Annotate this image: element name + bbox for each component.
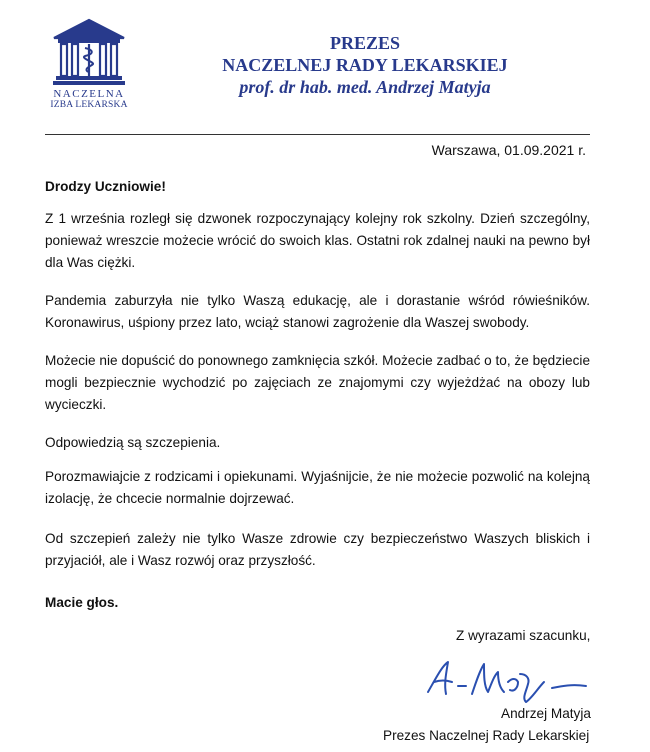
- letter-header: [190, 32, 540, 98]
- signatory-title: Prezes Naczelnej Rady Lekarskiej: [383, 728, 590, 743]
- header-subtitle: NACZELNEJ RADY LEKARSKIEJ: [222, 55, 508, 75]
- handwritten-signature-icon: [422, 652, 592, 704]
- chamber-logo: [50, 14, 128, 114]
- paragraph: Odpowiedzią są szczepienia.: [45, 435, 221, 450]
- header-title: PREZES: [329, 33, 401, 53]
- temple-emblem-icon: [50, 14, 128, 88]
- paragraph: Od szczepień zależy nie tylko Wasze zdrowie czy bezpieczeństwo Waszych bliskich i przyjaciół, ale i Wasz rozwój oraz przyszłość.: [45, 531, 590, 568]
- paragraph: Możecie nie dopuścić do ponownego zamknięcia szkół. Możecie zadbać o to, że będziecie mogli bezpiecznie wychodzić po zajęciach ze znajomymi czy wyjeżdżać na obozy lub wycieczki.: [45, 353, 590, 412]
- logo-text-line2: IZBA LEKARSKA: [50, 100, 128, 110]
- letter-date: Warszawa, 01.09.2021 r.: [431, 142, 586, 158]
- paragraph: Pandemia zaburzyła nie tylko Waszą edukację, ale i dorastanie wśród rówieśników. Koronawirus, uśpiony przez lato, wciąż stanowi zagrożenie dla Waszej swobody.: [45, 293, 590, 330]
- header-divider: [45, 134, 590, 135]
- paragraph: Porozmawiajcie z rodzicami i opiekunami. Wyjaśnijcie, że nie możecie pozwolić na kolejną izolację, że chcecie normalnie dojrzewać.: [45, 469, 590, 506]
- header-author: prof. dr hab. med. Andrzej Matyja: [239, 77, 491, 97]
- paragraph: Z 1 września rozległ się dzwonek rozpoczynający kolejny rok szkolny. Dzień szczególny, ponieważ wreszcie możecie wrócić do swoich klas. Ostatni rok zdalnej nauki na pewno był dla Was ciężki.: [45, 211, 590, 270]
- regards-line: Z wyrazami szacunku,: [456, 628, 591, 643]
- signatory-name: Andrzej Matyja: [501, 706, 591, 721]
- greeting: Drodzy Uczniowie!: [45, 179, 166, 194]
- logo-text-line1: NACZELNA: [53, 88, 125, 100]
- closing-line: Macie głos.: [45, 595, 119, 610]
